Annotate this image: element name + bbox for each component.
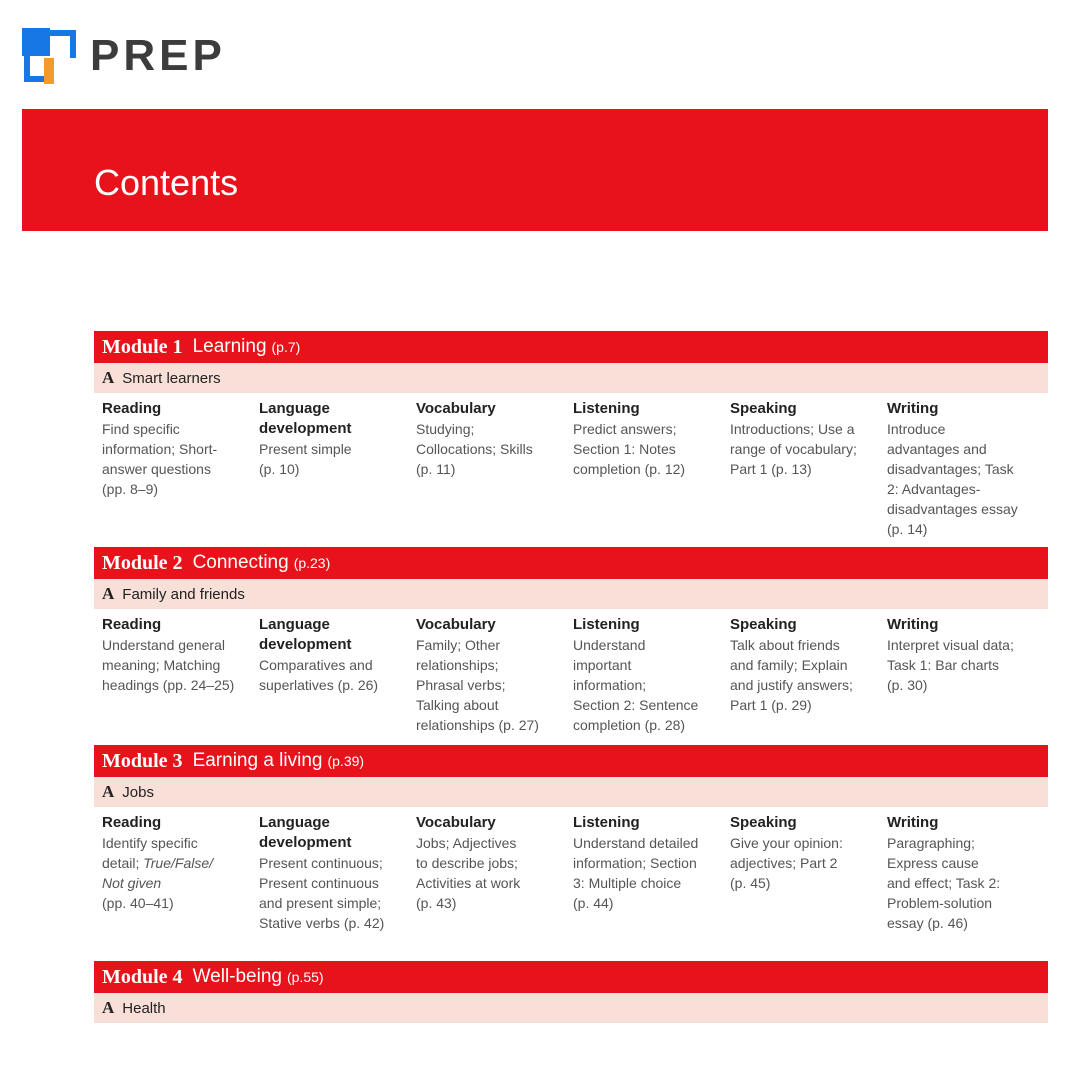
module-page: (p.7) — [271, 339, 301, 355]
module-title: Well-being — [192, 966, 282, 987]
column-heading: Language development — [259, 616, 352, 653]
vocabulary-column — [408, 813, 565, 961]
speaking-column — [722, 813, 879, 961]
vocabulary-column — [408, 399, 565, 547]
column-body: Talk about friends and family; Explain and justify answers; Part 1 (p. 29) — [730, 637, 853, 713]
column-heading: Listening — [573, 616, 640, 633]
column-heading: Listening — [573, 400, 640, 417]
column-heading: Writing — [887, 616, 939, 633]
column-heading: Vocabulary — [416, 616, 496, 633]
column-body: Interpret visual data; Task 1: Bar charts (p. 30) — [887, 637, 1014, 693]
module-header[interactable] — [94, 745, 1048, 777]
column-heading: Reading — [102, 400, 162, 417]
column-body-pages: (pp. 40–41) — [102, 895, 174, 911]
column-heading: Language development — [259, 400, 352, 437]
column-heading: Reading — [102, 814, 162, 831]
reading-column — [94, 813, 251, 961]
column-body: Introduce advantages and disadvantages; Task 2: Advantages- disadvantages essay (p. 14) — [887, 421, 1018, 537]
module-header[interactable] — [94, 961, 1048, 993]
column-heading: Speaking — [730, 814, 797, 831]
unit-title: Family and friends — [122, 585, 245, 603]
column-heading: Reading — [102, 616, 162, 633]
contents-banner — [22, 109, 1048, 231]
unit-header[interactable] — [94, 777, 1048, 807]
reading-column — [94, 615, 251, 745]
module-number: Module 1 — [102, 335, 183, 358]
skill-columns — [94, 609, 1048, 745]
skill-columns — [94, 807, 1048, 961]
speaking-column — [722, 399, 879, 547]
language-development-column — [251, 615, 408, 745]
column-body: Present simple (p. 10) — [259, 441, 352, 477]
column-body: Give your opinion: adjectives; Part 2 (p. 45) — [730, 835, 843, 891]
writing-column — [879, 399, 1036, 547]
unit-title: Smart learners — [122, 369, 221, 387]
column-body: Studying; Collocations; Skills (p. 11) — [416, 421, 533, 477]
prep-logo[interactable] — [22, 28, 226, 84]
module-page: (p.23) — [293, 555, 331, 571]
column-body: Find specific information; Short- answer questions (pp. 8–9) — [102, 421, 218, 497]
skill-columns — [94, 393, 1048, 547]
module-number: Module 2 — [102, 551, 183, 574]
column-heading: Writing — [887, 814, 939, 831]
module-header[interactable] — [94, 547, 1048, 579]
listening-column — [565, 399, 722, 547]
unit-letter: A — [102, 584, 115, 603]
module-number: Module 3 — [102, 749, 183, 772]
column-heading: Vocabulary — [416, 400, 496, 417]
module-number: Module 4 — [102, 965, 183, 988]
unit-header[interactable] — [94, 579, 1048, 609]
module-title: Earning a living — [192, 750, 323, 771]
unit-header[interactable] — [94, 993, 1048, 1023]
language-development-column — [251, 813, 408, 961]
column-body: Understand general meaning; Matching headings (pp. 24–25) — [102, 637, 235, 693]
writing-column — [879, 813, 1036, 961]
column-body: Comparatives and superlatives (p. 26) — [259, 657, 379, 693]
unit-letter: A — [102, 782, 115, 801]
language-development-column — [251, 399, 408, 547]
column-heading: Writing — [887, 400, 939, 417]
column-heading: Language development — [259, 814, 352, 851]
column-body: Understand important information; Section 2: Sentence completion (p. 28) — [573, 637, 699, 733]
module-1 — [94, 331, 1048, 547]
prep-logo-icon — [22, 28, 78, 84]
speaking-column — [722, 615, 879, 745]
module-3 — [94, 745, 1048, 961]
column-body: Paragraphing; Express cause and effect; Task 2: Problem-solution essay (p. 46) — [887, 835, 1001, 931]
column-body-italic: True/False/ Not given — [102, 855, 214, 891]
column-heading: Speaking — [730, 616, 797, 633]
unit-title: Health — [122, 999, 166, 1017]
column-body: Introductions; Use a range of vocabulary; Part 1 (p. 13) — [730, 421, 857, 477]
column-body: Jobs; Adjectives to describe jobs; Activities at work (p. 43) — [416, 835, 521, 911]
module-title: Learning — [192, 336, 267, 357]
page-title: Contents — [94, 162, 239, 203]
reading-column — [94, 399, 251, 547]
unit-letter: A — [102, 998, 115, 1017]
unit-letter: A — [102, 368, 115, 387]
vocabulary-column — [408, 615, 565, 745]
column-body: Family; Other relationships; Phrasal verbs; Talking about relationships (p. 27) — [416, 637, 539, 733]
listening-column — [565, 615, 722, 745]
module-title: Connecting — [192, 552, 289, 573]
column-heading: Speaking — [730, 400, 797, 417]
column-body: Predict answers; Section 1: Notes completion (p. 12) — [573, 421, 686, 477]
module-header[interactable] — [94, 331, 1048, 363]
module-2 — [94, 547, 1048, 745]
module-page: (p.39) — [327, 753, 365, 769]
column-body: Understand detailed information; Section 3: Multiple choice (p. 44) — [573, 835, 699, 911]
unit-title: Jobs — [122, 783, 154, 801]
column-heading: Listening — [573, 814, 640, 831]
column-body: Present continuous; Present continuous and present simple; Stative verbs (p. 42) — [259, 855, 385, 931]
brand-name: PREP — [90, 31, 226, 80]
module-4 — [94, 961, 1048, 1023]
table-of-contents — [94, 331, 1048, 1023]
column-heading: Vocabulary — [416, 814, 496, 831]
module-page: (p.55) — [286, 969, 324, 985]
listening-column — [565, 813, 722, 961]
unit-header[interactable] — [94, 363, 1048, 393]
column-body — [102, 833, 251, 913]
column-body-text: Identify specific detail; — [102, 835, 198, 871]
writing-column — [879, 615, 1036, 745]
